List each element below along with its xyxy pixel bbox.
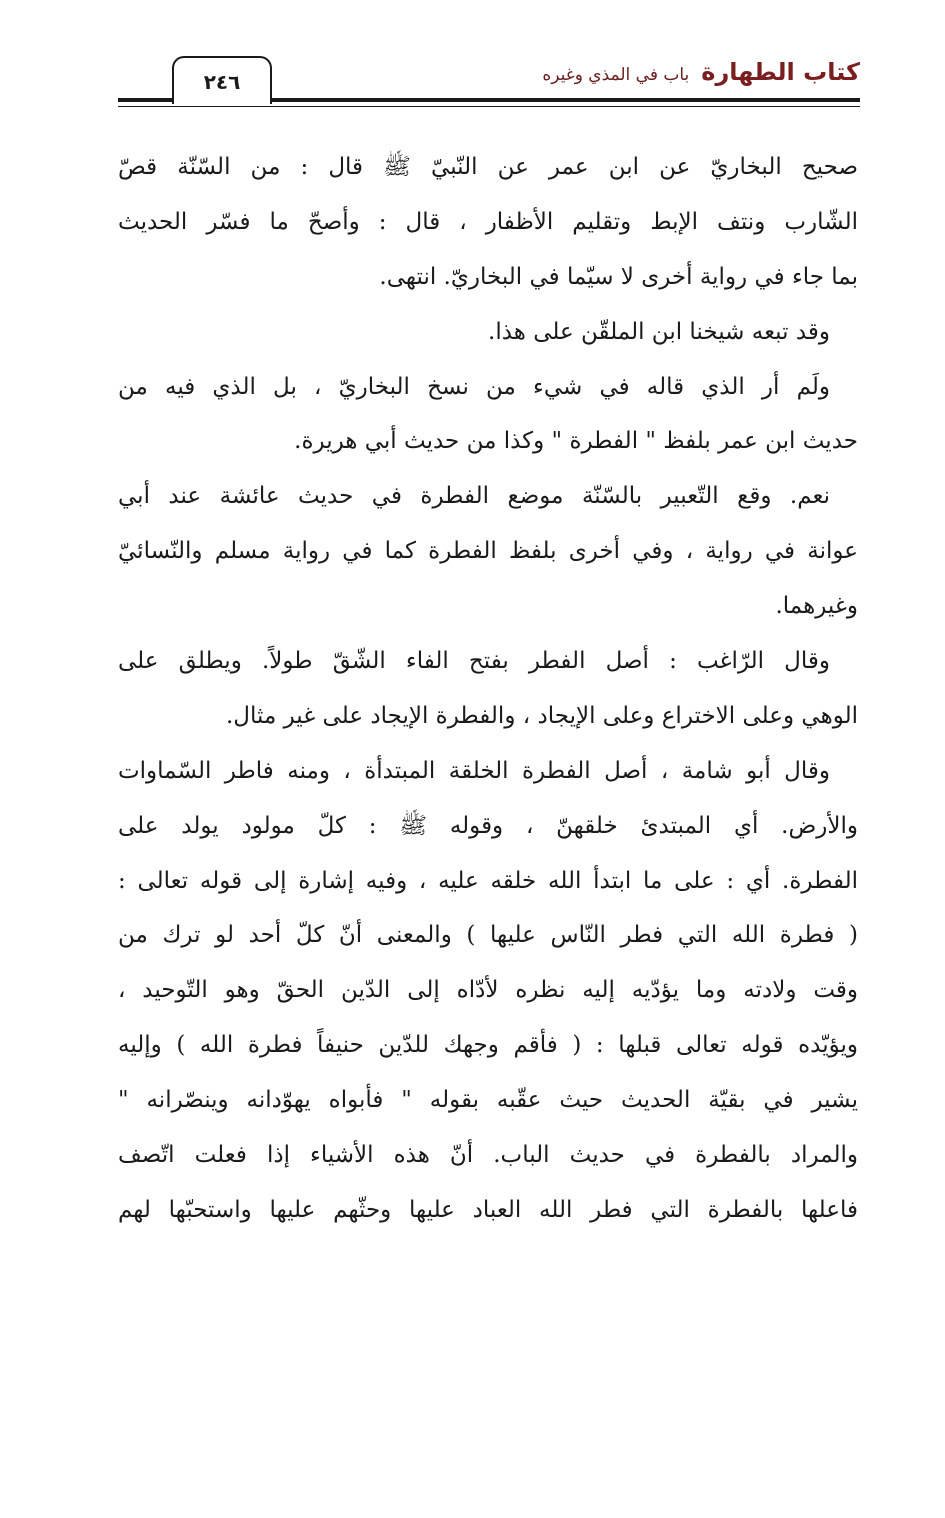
text-line: يشير في بقيّة الحديث حيث عقّبه بقوله " فأبواه يهوّدانه وينصّرانه " (118, 1087, 858, 1114)
chapter-title: باب في المذي وغيره (542, 65, 690, 85)
text-line: فاعلها بالفطرة التي فطر الله العباد عليها وحثّهم عليها واستحبّها لهم (118, 1196, 858, 1223)
text-line: والأرض. أي المبتدئ خلقهنّ ، وقوله ﷺ : كلّ مولود يولد على (118, 812, 858, 839)
text-line: وقت ولادته وما يؤدّيه إليه نظره لأدّاه إلى الدّين الحقّ وهو التّوحيد ، (118, 977, 858, 1004)
text-line: حديث ابن عمر بلفظ " الفطرة " وكذا من حديث أبي هريرة. (294, 428, 858, 455)
text-line: والمراد بالفطرة في حديث الباب. أنّ هذه الأشياء إذا فعلت اتّصف (118, 1142, 858, 1169)
text-line: الفطرة. أي : على ما ابتدأ الله خلقه عليه ، وفيه إشارة إلى قوله تعالى : (118, 867, 858, 894)
book-title: كتاب الطهارة (701, 58, 860, 86)
text-line: ويؤيّده قوله تعالى قبلها : ( فأقم وجهك للدّين حنيفاً فطرة الله ) وإليه (118, 1032, 858, 1059)
text-line: الوهي وعلى الاختراع وعلى الإيجاد ، والفطرة الإيجاد على غير مثال. (225, 702, 858, 729)
text-line: الشّارب ونتف الإبط وتقليم الأظفار ، قال : وأصحّ ما فسّر الحديث (118, 208, 858, 235)
text-line: صحيح البخاريّ عن ابن عمر عن النّبيّ ﷺ قال : من السّنّة قصّ (118, 154, 858, 180)
text-line: نعم. وقع التّعبير بالسّنّة موضع الفطرة في حديث عائشة عند أبي (118, 483, 830, 510)
text-line: وغيرهما. (775, 593, 858, 620)
text-line: عوانة في رواية ، وفي أخرى بلفظ الفطرة كما في رواية مسلم والنّسائيّ (118, 538, 858, 565)
text-line: وقال الرّاغب : أصل الفطر بفتح الفاء الشّقّ طولاً. ويطلق على (118, 648, 830, 675)
text-line: وقال أبو شامة ، أصل الفطرة الخلقة المبتدأة ، ومنه فاطر السّماوات (118, 757, 830, 784)
main-text (118, 140, 858, 1238)
text-line: بما جاء في رواية أخرى لا سيّما في البخاريّ. انتهى. (379, 263, 858, 290)
page-number: ٢٤٦ (172, 56, 272, 104)
page-header (118, 50, 860, 110)
text-line: ولَم أر الذي قاله في شيء من نسخ البخاريّ ، بل الذي فيه من (118, 373, 830, 400)
text-line: وقد تبعه شيخنا ابن الملقّن على هذا. (488, 318, 830, 345)
running-title (542, 58, 860, 92)
header-rule-thin (118, 106, 860, 107)
text-line: ( فطرة الله التي فطر النّاس عليها ) والمعنى أنّ كلّ أحد لو ترك من (118, 922, 858, 949)
